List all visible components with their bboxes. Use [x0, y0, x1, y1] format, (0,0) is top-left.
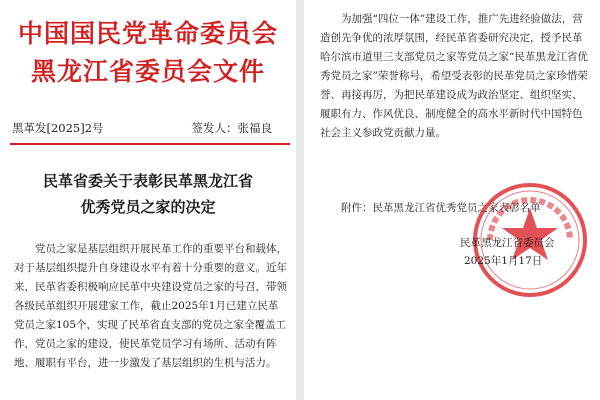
signer: 签发人：张福良: [191, 121, 272, 135]
right-page: [304, 0, 600, 400]
document-title-line2: 优秀党员之家的决定: [80, 198, 216, 216]
body-paragraph-2: 为加强“四位一体”建设工作，推广先进经验做法，营造创先争优的浓厚氛围，经民革省委研究决定，授予民革哈尔滨市道里三支部党员之家等党员之家“民革黑龙江省优秀党员之家”荣誉称号，希望受表彰的民革党员之家珍惜荣誉、再接再厉，为把民革建设成为政治坚定、组织坚实、履职有力、作风优良、制度健全的高水平新时代中国特色社会主义参政党贡献力量。: [320, 13, 588, 139]
page-gutter: [296, 0, 304, 400]
issuer-name: 民革黑龙江省委员会: [460, 237, 555, 249]
document-title-line1: 民革省委关于表彰民革黑龙江省: [42, 172, 253, 190]
document-number: 黑革发[2025]2号: [12, 121, 104, 135]
document-header-line1: 中国国民党革命委员会: [17, 19, 278, 48]
body-paragraph-1: 党员之家是基层组织开展民革工作的重要平台和载体，对于基层组织提升自身建设水平有着十分重要的意义。近年来，民革省委积极响应民革中央建设党员之家的号召，带领各级民革组织开展建家工作，截止2025年1月已建立民革党员之家105个，实现了民革省直支部的党员之家全覆盖工作，党员之家的建设，使民革党员学习有场所、活动有阵地、履职有平台，进一步激发了基层组织的生机与活力。: [14, 243, 287, 369]
attachment-note: 附件：民革黑龙江省优秀党员之家表彰名单: [341, 202, 541, 214]
red-divider-line: [10, 143, 290, 145]
left-page: [0, 0, 296, 400]
document-header-line2: 黑龙江省委员会文件: [30, 57, 265, 86]
issue-date: 2025年1月17日: [464, 255, 543, 267]
